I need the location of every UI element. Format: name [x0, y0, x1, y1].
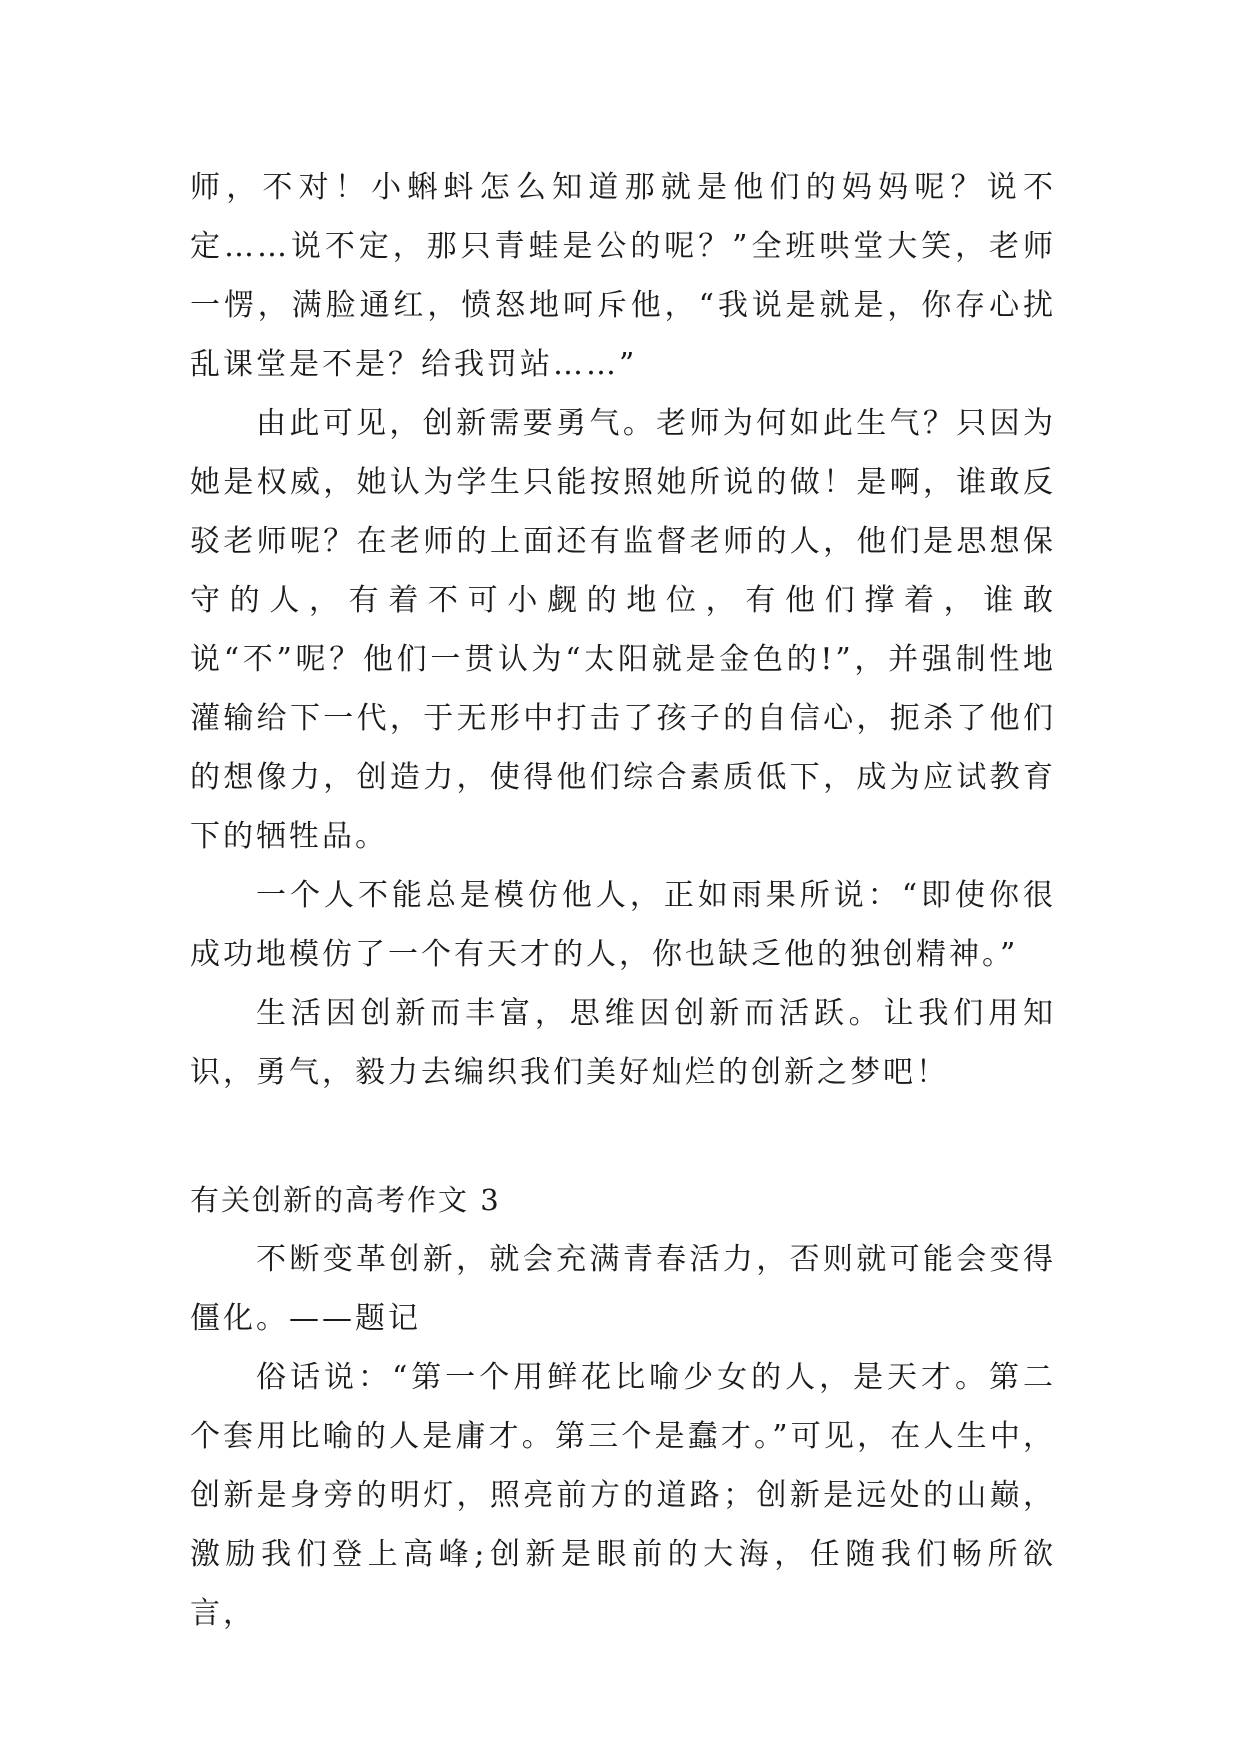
paragraph-epigraph: 不断变革创新，就会充满青春活力，否则就可能会变得僵化。——题记: [190, 1242, 1056, 1336]
essay-heading: 有关创新的高考作文 3: [190, 1183, 501, 1217]
paragraph-conclusion: 生活因创新而丰富，思维因创新而活跃。让我们用知识，勇气，毅力去编织我们美好灿烂的创新之梦吧！: [190, 996, 1056, 1090]
document-body: [190, 158, 1056, 1643]
continuation-paragraph: 师，不对！小蝌蚪怎么知道那就是他们的妈妈呢？说不定……说不定，那只青蛙是公的呢？”全班哄堂大笑，老师一愣，满脸通红，愤怒地呵斥他，“我说是就是，你存心扰乱课堂是不是？给我罚站……”: [190, 170, 1056, 382]
paragraph-courage: 由此可见，创新需要勇气。老师为何如此生气？只因为她是权威，她认为学生只能按照她所说的做！是啊，谁敢反驳老师呢？在老师的上面还有监督老师的人，他们是思想保守的人，有着不可小觑的地位，有他们撑着，谁敢说“不”呢？他们一贯认为“太阳就是金色的!”，并强制性地灌输给下一代，于无形中打击了孩子的自信心，扼杀了他们的想像力，创造力，使得他们综合素质低下，成为应试教育下的牺牲品。: [190, 406, 1056, 854]
paragraph-imitation: 一个人不能总是模仿他人，正如雨果所说：“即使你很成功地模仿了一个有天才的人，你也缺乏他的独创精神。”: [190, 878, 1056, 972]
paragraph-proverb: 俗话说：“第一个用鲜花比喻少女的人，是天才。第二个套用比喻的人是庸才。第三个是蠢才。”可见，在人生中，创新是身旁的明灯，照亮前方的道路；创新是远处的山巅，激励我们登上高峰;创新是眼前的大海，任随我们畅所欲言，: [190, 1360, 1056, 1631]
